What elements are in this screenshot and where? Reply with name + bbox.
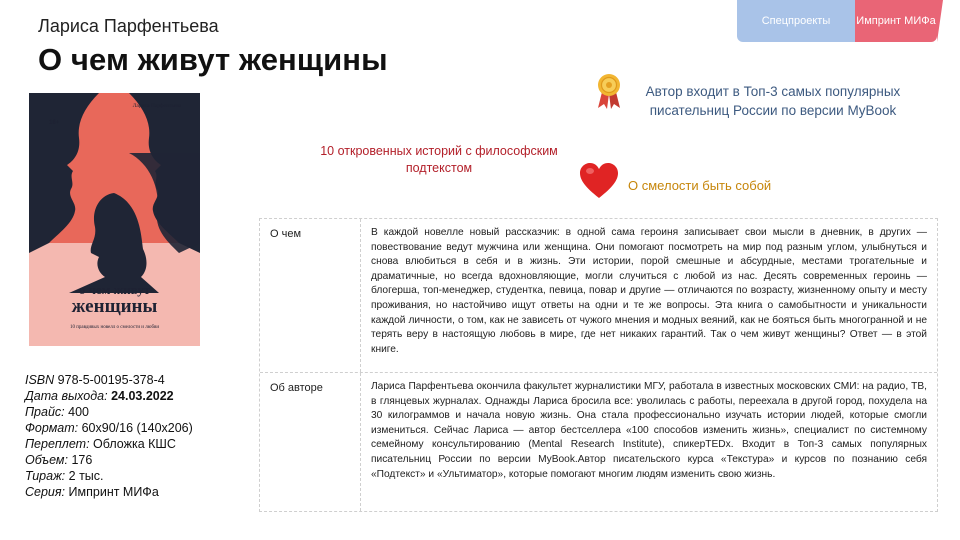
cover-subtitle: 10 правдивых новелл о смелости и любви — [69, 325, 160, 330]
cover-age-rating: 18+ — [49, 120, 60, 126]
meta-format-value: 60x90/16 (140x206) — [81, 421, 193, 435]
meta-price-value: 400 — [68, 405, 89, 419]
author-label: Об авторе — [260, 373, 361, 511]
info-table — [259, 218, 938, 512]
cover-title — [29, 283, 200, 317]
book-metadata — [25, 372, 193, 500]
courage-tagline: О смелости быть собой — [628, 178, 772, 193]
meta-binding-value: Обложка КШС — [93, 437, 176, 451]
meta-run-value: 2 тыс. — [68, 469, 104, 483]
book-title: О чем живут женщины — [38, 42, 388, 77]
meta-isbn-value: 978-5-00195-378-4 — [57, 373, 165, 387]
author-text: Лариса Парфентьева окончила факультет журналистики МГУ, работала в известных московских СМИ: на радио, ТВ, в глянцевых журналах. Однажды Лариса бросила все: уволилась с работы, переехала в другой город, похудела на 30 килограммов и начала новую жизнь. Она стала профессионально изучать истории людей, которые смогли измениться. Сейчас Лариса — автор бестселлера «100 способов изменить жизнь», специалист по системному семейному консультированию (Mental Research Institute), спикерTEDx. Входит в Топ-3 самых популярных писательниц России по версии MyBook.Автор писательского курса «Текстура» и курсов по познанию себя «Подтекст» и «Ультиматор», которые помогают многим людям изменить свою жизнь. — [371, 381, 927, 480]
meta-run — [25, 468, 193, 484]
cover-title-line2: женщины — [71, 296, 158, 317]
about-text: В каждой новелле новый рассказчик: в одной сама героиня записывает свои мысли в дневник, в других — повествование ведут мужчина или женщина. Они помогают посмотреть на мир под разным углом, улыбнуться и снова влюбиться в себя и в жизнь. Эти истории, порой смешные и абсурдные, местами трогательные и драматичные, но всегда вдохновляющие, могли случиться с любой из нас. Десять современных героинь — блогерша, топ-менеджер, студентка, певица, повар и другие — отличаются по возрасту, жизненному опыту и месту проживания, но настойчиво ищут ответы на одни и те же вопросы. Эта книга о самобытности и уникальности каждой личности, о том, как не зависеть от чужого мнения и модных веяний, как не бояться быть многогранной и не терять веру в настоящую любовь в мире, где нет никаких гарантий. Так о чем живут женщины? Ответ — в этой книге. — [371, 227, 927, 355]
book-cover — [29, 93, 200, 346]
medal-icon — [594, 72, 624, 110]
meta-date — [25, 388, 193, 404]
meta-binding-label: Переплет: — [25, 437, 90, 451]
meta-series-label: Серия: — [25, 485, 66, 499]
meta-format-label: Формат: — [25, 421, 79, 435]
meta-series-value: Импринт МИФа — [68, 485, 159, 499]
meta-date-label: Дата выхода: — [25, 389, 108, 403]
meta-price — [25, 404, 193, 420]
meta-format — [25, 420, 193, 436]
cover-author: Лариса Парфентьева — [132, 103, 182, 109]
table-row-about — [260, 219, 937, 373]
tagline: 10 откровенных историй с философским подтекстом — [320, 144, 558, 175]
meta-series — [25, 484, 193, 500]
meta-isbn-label: ISBN — [25, 373, 55, 387]
author-name: Лариса Парфентьева — [38, 16, 219, 36]
meta-isbn — [25, 372, 193, 388]
about-label: О чем — [260, 219, 361, 372]
tab-imprint-label: Импринт МИФа — [856, 15, 936, 27]
cover-title-line1: о чем живут — [78, 282, 151, 297]
meta-pages — [25, 452, 193, 468]
tab-special-projects[interactable]: Спецпроекты — [737, 0, 855, 42]
award-text: Автор входит в Топ-3 самых популярных писательниц России по версии MyBook — [645, 84, 901, 118]
meta-pages-label: Объем: — [25, 453, 68, 467]
meta-price-label: Прайс: — [25, 405, 65, 419]
tab-imprint[interactable] — [855, 0, 937, 42]
meta-date-value: 24.03.2022 — [111, 389, 174, 403]
heart-icon — [579, 162, 619, 200]
meta-pages-value: 176 — [71, 453, 93, 467]
meta-run-label: Тираж: — [25, 469, 66, 483]
meta-binding — [25, 436, 193, 452]
table-row-author — [260, 373, 937, 511]
